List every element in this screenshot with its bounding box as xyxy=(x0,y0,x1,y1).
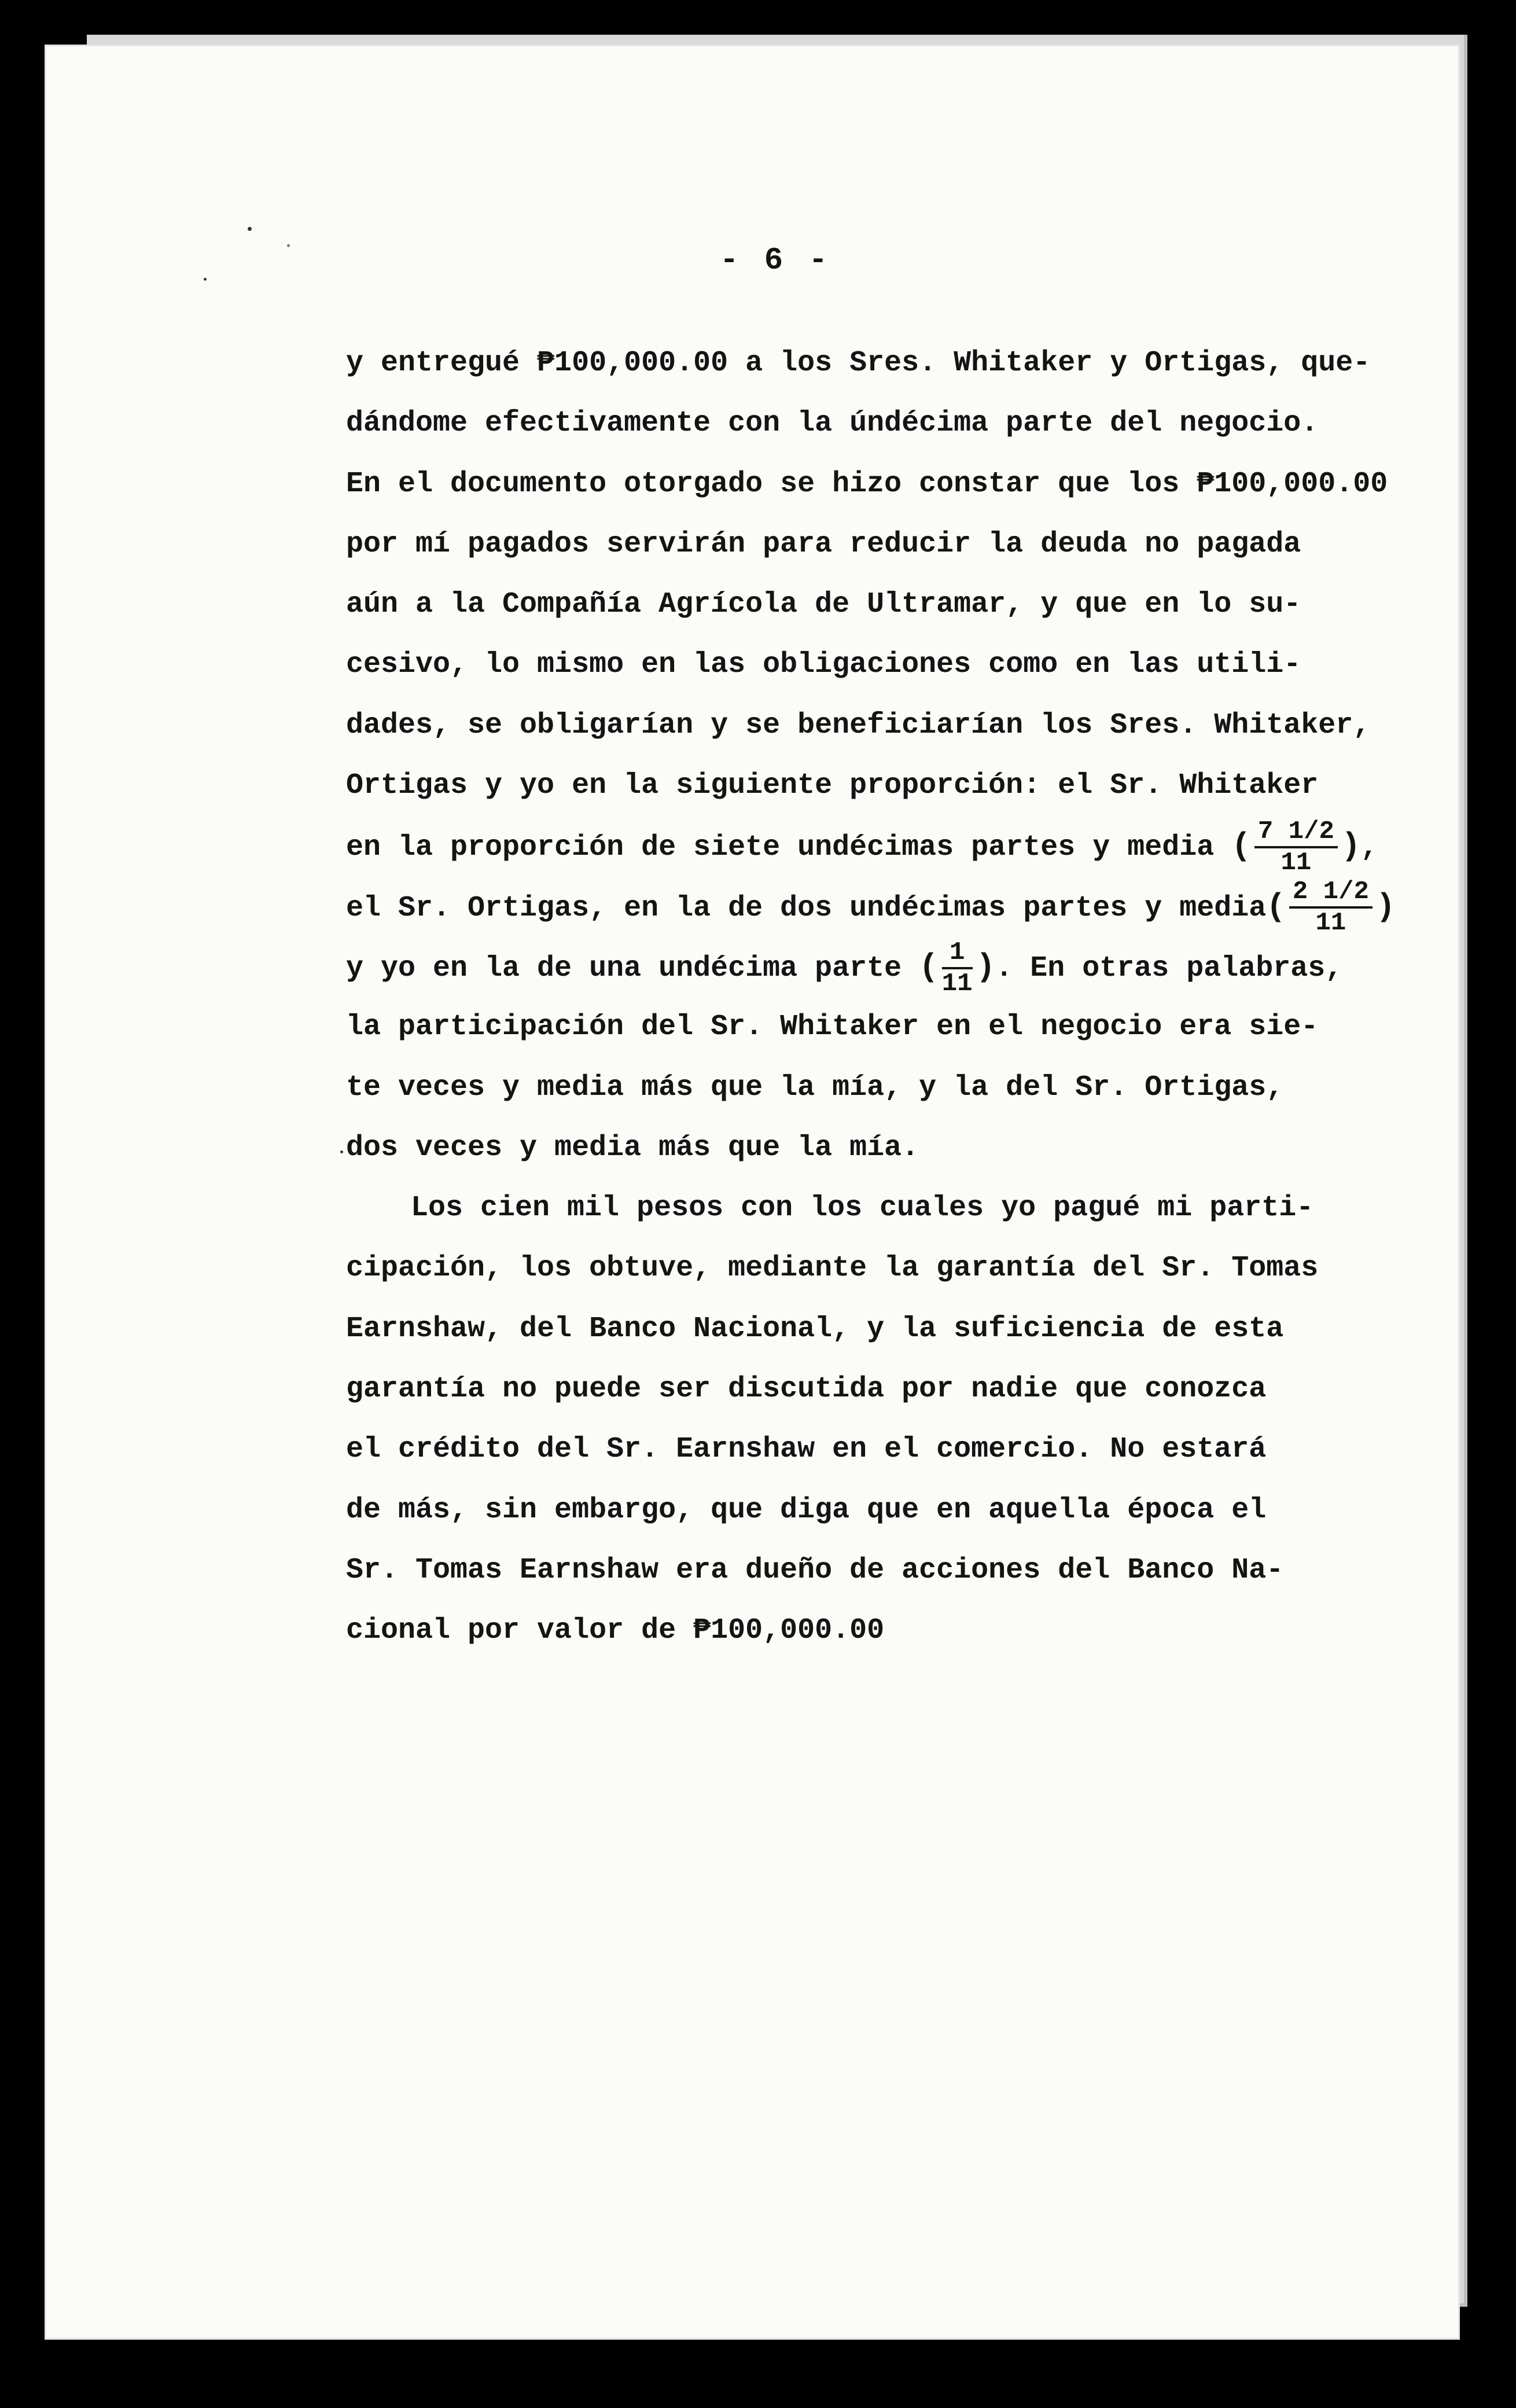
text-line-indented: Los cien mil pesos con los cuales yo pagué mi parti- xyxy=(411,1192,1314,1225)
text-line: por mí pagados servirán para reducir la deuda no pagada xyxy=(346,527,1301,561)
fraction-prefix: el Sr. Ortigas, en la de dos undécimas partes y media xyxy=(346,891,1267,925)
text-line: dos veces y media más que la mía. xyxy=(346,1131,919,1164)
fraction-prefix: y yo en la de una undécima parte xyxy=(346,951,919,985)
text-line: aún a la Compañía Agrícola de Ultramar, y que en lo su- xyxy=(346,588,1301,622)
fraction-denominator: 11 xyxy=(941,969,973,998)
text-line: Earnshaw, del Banco Nacional, y la suficiencia de esta xyxy=(346,1312,1284,1345)
text-line: el crédito del Sr. Earnshaw en el comercio. No estará xyxy=(346,1433,1267,1466)
ink-speck xyxy=(340,1150,343,1153)
fraction-numerator: 1 xyxy=(942,940,973,969)
page-number: - 6 - xyxy=(719,243,831,278)
document-page xyxy=(46,46,1458,2338)
document-body xyxy=(346,333,1445,1661)
text-line: y entregué ₱100,000.00 a los Sres. Whitaker y Ortigas, que- xyxy=(346,347,1371,380)
text-line: de más, sin embargo, que diga que en aquella época el xyxy=(346,1493,1267,1527)
ink-speck xyxy=(204,278,207,281)
fraction-prefix: en la proporción de siete undécimas partes y media xyxy=(346,831,1232,865)
paren-open: ( xyxy=(1266,888,1286,925)
text-line: dándome efectivamente con la úndécima parte del negocio. xyxy=(346,407,1319,440)
fraction-numerator: 7 1/2 xyxy=(1254,819,1338,848)
text-line: cional por valor de ₱100,000.00 xyxy=(346,1614,885,1648)
fraction-denominator: 11 xyxy=(1315,909,1346,938)
text-line: cipación, los obtuve, mediante la garantía del Sr. Tomas xyxy=(346,1252,1319,1285)
text-line-fraction xyxy=(346,816,1445,876)
text-line: En el documento otorgado se hizo constar que los ₱100,000.00 xyxy=(346,467,1388,501)
fraction-suffix: , xyxy=(1360,831,1378,865)
paren-close: ) xyxy=(1375,888,1396,925)
fraction-seven-and-half-elevenths xyxy=(1254,819,1338,876)
fraction-denominator: 11 xyxy=(1280,848,1312,878)
ink-speck xyxy=(287,244,290,247)
paren-close: ) xyxy=(976,948,996,986)
text-line: Ortigas y yo en la siguiente proporción: el Sr. Whitaker xyxy=(346,769,1319,803)
text-line: te veces y media más que la mía, y la del Sr. Ortigas, xyxy=(346,1071,1284,1104)
fraction-one-eleventh xyxy=(942,940,973,997)
paragraph-2 xyxy=(346,1178,1445,1661)
text-line: cesivo, lo mismo en las obligaciones como en las utili- xyxy=(346,648,1301,682)
text-line: Sr. Tomas Earnshaw era dueño de acciones del Banco Na- xyxy=(346,1553,1284,1587)
fraction-suffix: . En otras palabras, xyxy=(995,951,1343,985)
text-line-fraction xyxy=(346,937,1445,997)
paren-open: ( xyxy=(919,948,939,986)
text-line: la participación del Sr. Whitaker en el negocio era sie- xyxy=(346,1010,1319,1044)
text-line-fraction xyxy=(346,877,1445,937)
text-line: garantía no puede ser discutida por nadie que conozca xyxy=(346,1373,1267,1406)
paren-open: ( xyxy=(1231,828,1251,865)
text-line: dades, se obligarían y se beneficiarían los Sres. Whitaker, xyxy=(346,708,1371,742)
fraction-numerator: 2 1/2 xyxy=(1289,879,1373,909)
paren-close: ) xyxy=(1341,828,1361,865)
paragraph-1 xyxy=(346,333,1445,1178)
ink-speck xyxy=(248,227,252,231)
fraction-two-and-half-elevenths xyxy=(1289,879,1373,936)
